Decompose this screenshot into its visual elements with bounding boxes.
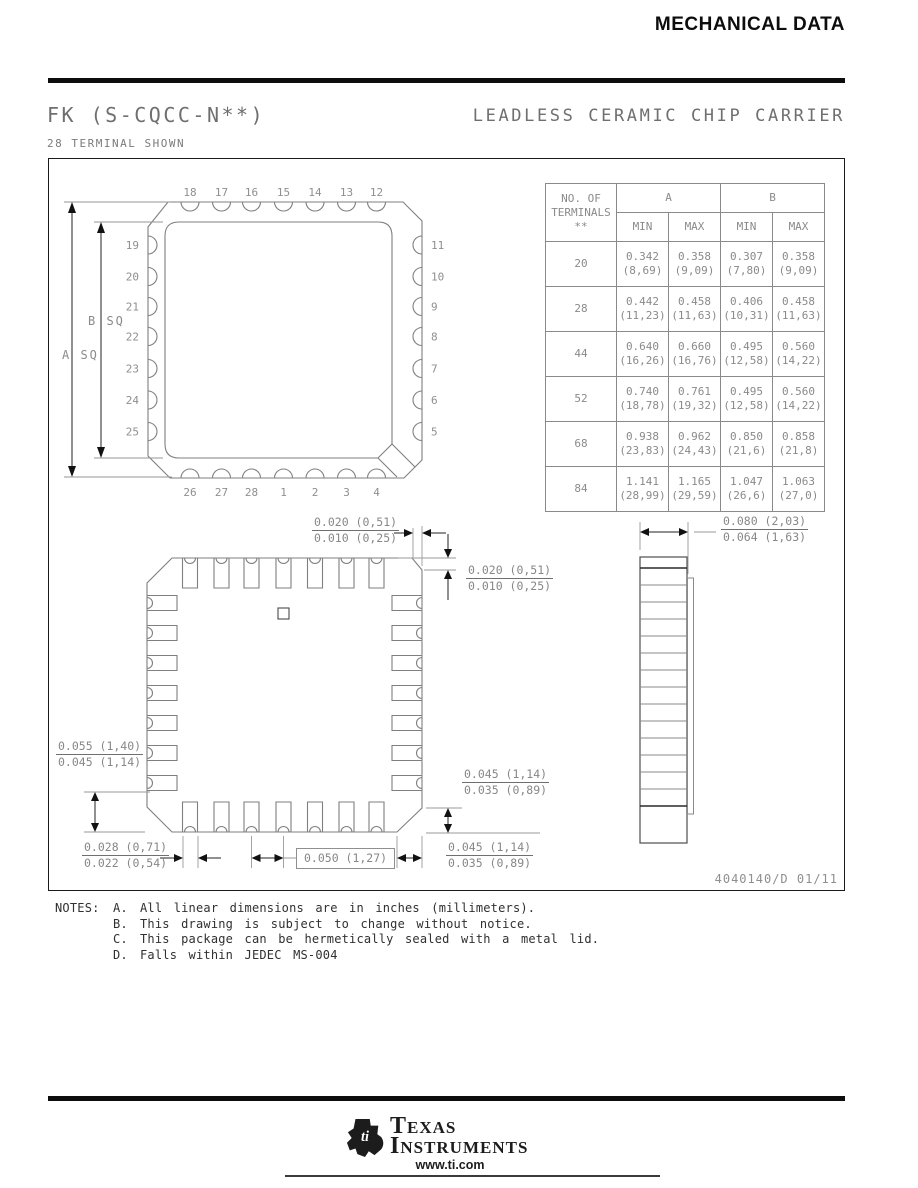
note-item: B. This drawing is subject to change without notice. [113,916,532,931]
svg-text:4: 4 [373,486,380,499]
pitch-dimension [252,836,297,868]
svg-text:20: 20 [125,270,139,284]
note-item: D. Falls within JEDEC MS-004 [113,947,338,962]
top-view-outline [148,202,422,478]
svg-text:26: 26 [183,486,197,499]
footer-thin-rule [285,1175,660,1177]
terminal-width-dimension [160,836,221,868]
svg-text:8: 8 [431,330,438,344]
dim-gap-top: $\frac{0.020 (0,51)}{0.010 (0,25)}$ [314,515,398,545]
metal-lid [688,578,694,814]
svg-text:28: 28 [244,486,259,499]
pin1-index-mark [278,608,289,619]
dim-pitch: 0.050 (1,27) [296,848,395,869]
svg-text:19: 19 [125,239,139,252]
svg-text:21: 21 [125,300,139,314]
svg-text:18: 18 [183,186,197,199]
svg-text:24: 24 [125,394,139,407]
bottom-view-outline [147,558,422,832]
header-divider-rule [48,78,845,83]
svg-text:14: 14 [308,186,322,199]
ti-company-name: Texas Instruments [390,1113,529,1159]
ti-bug-icon [346,1118,384,1158]
table-header-terminals: NO. OF TERMINALS ** [546,184,617,242]
corner-left-dimension [84,792,150,832]
pin-numbers [126,186,445,499]
svg-text:5: 5 [431,425,438,439]
b-sq-label: B SQ [88,314,125,328]
notes-section [55,901,599,963]
side-view [640,557,694,843]
svg-text:6: 6 [431,394,438,407]
table-header-a: A [617,184,721,213]
corner-right-v-dimension [426,808,540,833]
svg-text:11: 11 [431,239,445,252]
notes-heading: NOTES: [55,901,100,915]
dim-gap-right: $\frac{0.020 (0,51)}{0.010 (0,25)}$ [468,563,552,593]
svg-text:2: 2 [311,486,319,499]
terminal-dimensions-table [545,183,825,512]
svg-text:23: 23 [125,362,139,376]
svg-text:9: 9 [431,300,438,314]
document-type-title: MECHANICAL DATA [654,14,845,35]
lid-width-dimension [640,522,716,574]
drawing-number: 4040140/D 01/11 [714,872,838,886]
footer-divider-rule [48,1096,845,1101]
note-item: A. All linear dimensions are in inches (millimeters). [113,901,536,915]
dim-corner-right-v: $\frac{0.045 (1,14)}{0.035 (0,89)}$ [464,767,548,797]
svg-text:15: 15 [276,186,291,199]
table-header-a-max: MAX [669,213,721,242]
a-sq-label: A SQ [62,348,99,362]
gap-right-dimension [398,534,456,600]
note-item: C. This package can be hermetically sealed with a metal lid. [113,932,600,946]
svg-text:13: 13 [339,186,354,199]
ti-website: www.ti.com [415,1158,485,1172]
table-header-b-min: MIN [721,213,773,242]
table-row: 20 0.342 (8,69) 0.358 (9,09) 0.307 (7,80) 0.358 (9,09) [546,242,825,287]
svg-text:3: 3 [343,486,350,499]
table-header-b-max: MAX [773,213,825,242]
package-code-title: FK (S-CQCC-N**) [47,103,266,127]
svg-text:12: 12 [369,186,384,199]
dim-corner-right-h: $\frac{0.045 (1,14)}{0.035 (0,89)}$ [448,840,532,870]
svg-text:10: 10 [431,270,445,284]
svg-text:25: 25 [125,425,139,439]
notes-list [113,901,599,963]
svg-text:7: 7 [431,362,438,376]
dim-lid-width: $\frac{0.080 (2,03)}{0.064 (1,63)}$ [723,514,807,544]
svg-text:16: 16 [244,186,259,199]
svg-text:27: 27 [214,486,229,499]
package-variant-note: 28 TERMINAL SHOWN [47,137,186,150]
table-row: 28 0.442 (11,23) 0.458 (11,63) 0.406 (10,31) 0.458 (11,63) [546,287,825,332]
svg-text:ti: ti [361,1128,369,1145]
gap-top-dimension [394,526,446,566]
table-row: 44 0.640 (16,26) 0.660 (16,76) 0.495 (12,58) 0.560 (14,22) [546,332,825,377]
package-description-title: LEADLESS CERAMIC CHIP CARRIER [472,106,845,126]
table-row: 84 1.141 (28,99) 1.165 (29,59) 1.047 (26,6) 1.063 (27,0) [546,467,825,512]
svg-text:1: 1 [280,486,287,499]
dim-terminal-width: $\frac{0.028 (0,71)}{0.022 (0,54)}$ [84,840,168,870]
table-header-a-min: MIN [617,213,669,242]
dim-corner-left: $\frac{0.055 (1,40)}{0.045 (1,14)}$ [58,739,142,769]
bottom-view-terminals [147,558,422,832]
svg-text:17: 17 [214,186,229,199]
table-row: 52 0.740 (18,78) 0.761 (19,32) 0.495 (12,58) 0.560 (14,22) [546,377,825,422]
table-header-b: B [721,184,825,213]
svg-text:22: 22 [125,330,139,344]
table-row: 68 0.938 (23,83) 0.962 (24,43) 0.850 (21,6) 0.858 (21,8) [546,422,825,467]
ti-logo [346,1113,529,1159]
corner-right-h-dimension [397,836,422,868]
